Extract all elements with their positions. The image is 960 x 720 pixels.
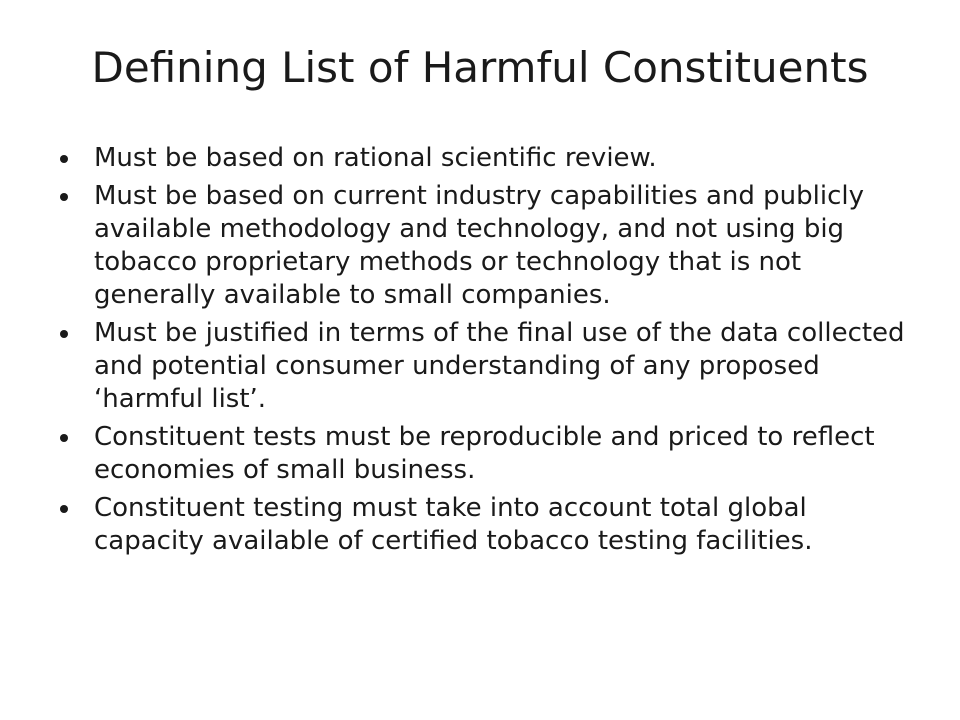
- bullet-item: [58, 142, 908, 175]
- bullet-item: [58, 492, 908, 558]
- bullet-text: Must be justified in terms of the final use of the data collected and potential consumer understanding of any proposed ‘harmful list’.: [94, 318, 905, 414]
- bullet-dot-icon: [60, 434, 68, 442]
- bullet-dot-icon: [60, 193, 68, 201]
- bullet-dot-icon: [60, 155, 68, 163]
- bullet-dot-icon: [60, 505, 68, 513]
- bullet-text: Must be based on rational scientific review.: [94, 143, 657, 173]
- bullet-item: [58, 180, 908, 312]
- slide-title: Defining List of Harmful Constituents: [91, 43, 869, 92]
- bullet-text: Must be based on current industry capabilities and publicly available methodology and technology, and not using big tobacco proprietary methods or technology that is not generally available to small companies.: [94, 181, 864, 310]
- bullet-text: Constituent testing must take into account total global capacity available of certified tobacco testing facilities.: [94, 493, 813, 556]
- bullet-item: [58, 317, 908, 416]
- bullet-list: [58, 142, 908, 563]
- bullet-dot-icon: [60, 330, 68, 338]
- bullet-text: Constituent tests must be reproducible and priced to reflect economies of small business.: [94, 422, 875, 485]
- bullet-item: [58, 421, 908, 487]
